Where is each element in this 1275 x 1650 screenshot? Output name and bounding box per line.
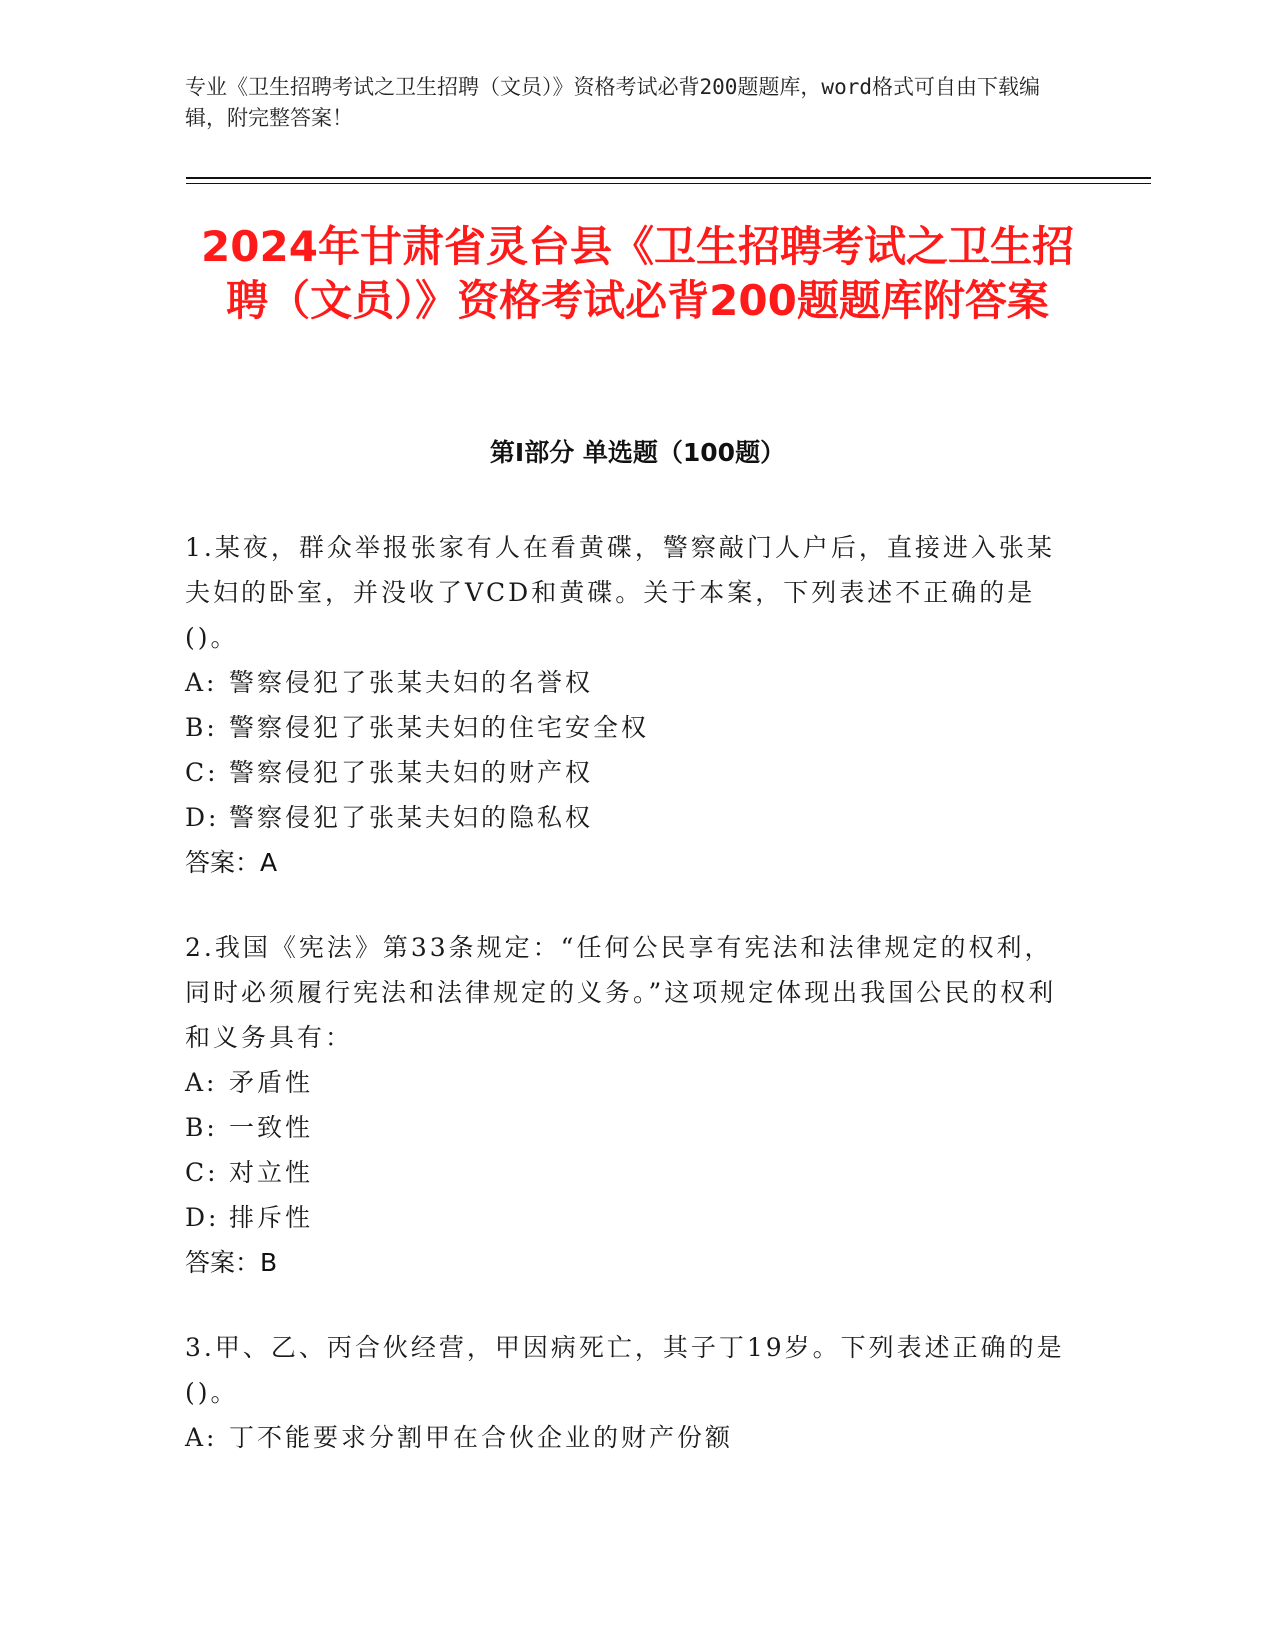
header-note: 专业《卫生招聘考试之卫生招聘（文员）》资格考试必背200题题库，word格式可自由下载编辑，附完整答案！ [185,75,1040,130]
document-title: 2024年甘肃省灵台县《卫生招聘考试之卫生招聘（文员）》资格考试必背200题题库附答案 [201,222,1074,325]
option-key: B: [185,713,218,742]
option-key: D: [185,1203,220,1232]
option-text: 警察侵犯了张某夫妇的隐私权 [229,803,594,832]
option-text: 丁不能要求分割甲在合伙企业的财产份额 [229,1423,734,1452]
header-divider-thin [186,183,1151,184]
option-key: A: [185,1423,218,1452]
option-text: 对立性 [229,1158,314,1187]
answer-line: 答案：A [185,848,278,877]
option-text: 警察侵犯了张某夫妇的住宅安全权 [229,713,650,742]
option-key: C: [185,758,219,787]
question-3 [185,1325,1075,1460]
question-1 [185,525,1075,885]
option-key: B: [185,1113,218,1142]
question-list [185,525,1075,1460]
header-divider-thick [186,177,1151,179]
option-key: C: [185,1158,219,1187]
question-stem: 1.某夜，群众举报张家有人在看黄碟，警察敲门人户后，直接进入张某夫妇的卧室，并没收了VCD和黄碟。关于本案，下列表述不正确的是()。 [185,533,1055,652]
option-text: 警察侵犯了张某夫妇的财产权 [229,758,594,787]
option-text: 一致性 [229,1113,314,1142]
option-b [185,1105,1075,1150]
section-title: 第I部分 单选题（100题） [489,438,786,467]
option-key: A: [185,1068,218,1097]
option-text: 排斥性 [229,1203,314,1232]
option-d [185,1195,1075,1240]
question-stem: 3.甲、乙、丙合伙经营，甲因病死亡，其子丁19岁。下列表述正确的是()。 [185,1333,1065,1407]
option-c [185,750,1075,795]
option-b [185,705,1075,750]
answer-line: 答案：B [185,1248,278,1277]
option-list [185,660,1075,840]
option-list [185,1415,1075,1460]
option-key: D: [185,803,220,832]
option-a [185,1415,1075,1460]
option-text: 矛盾性 [229,1068,314,1097]
option-text: 警察侵犯了张某夫妇的名誉权 [229,668,594,697]
question-2 [185,925,1075,1285]
option-a [185,660,1075,705]
option-d [185,795,1075,840]
question-stem: 2.我国《宪法》第33条规定：“任何公民享有宪法和法律规定的权利，同时必须履行宪法和法律规定的义务。”这项规定体现出我国公民的权利和义务具有： [185,933,1057,1052]
option-c [185,1150,1075,1195]
option-list [185,1060,1075,1240]
option-a [185,1060,1075,1105]
option-key: A: [185,668,218,697]
